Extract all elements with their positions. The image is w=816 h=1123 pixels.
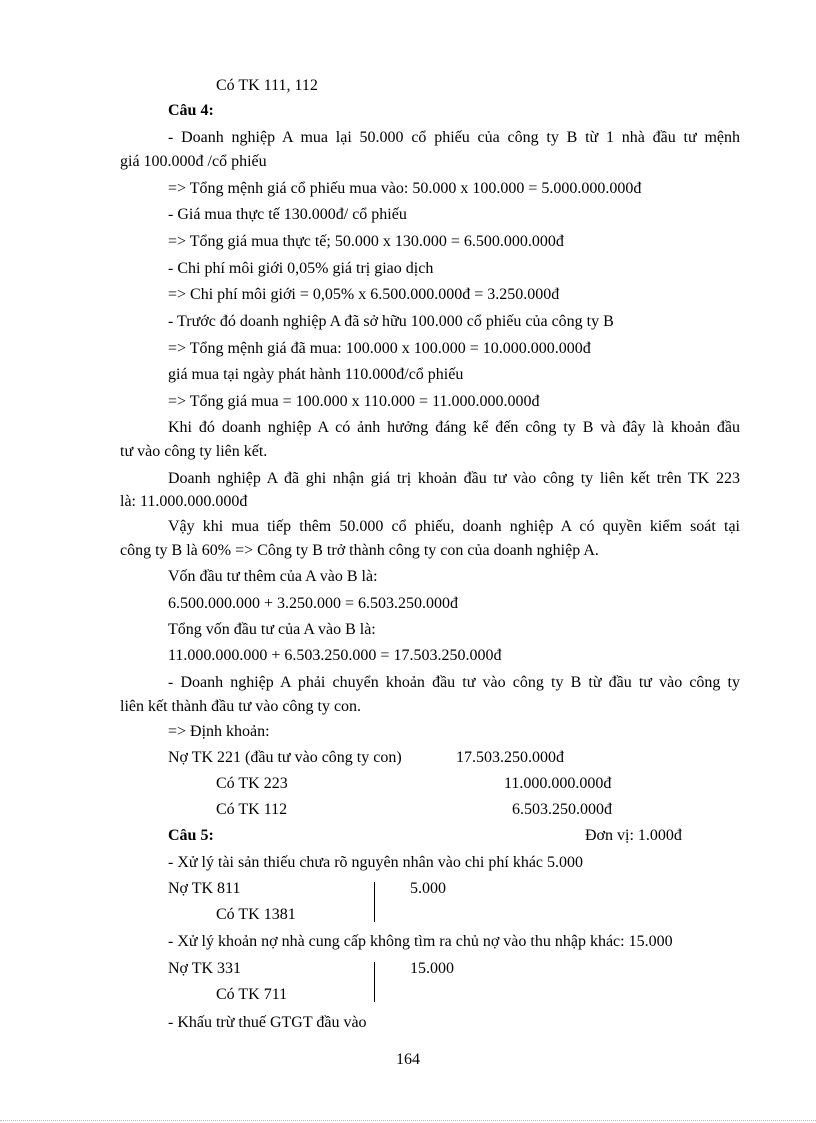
para-line: giá mua tại ngày phát hành 110.000đ/cổ phiếu [168, 366, 464, 383]
para-line: Doanh nghiệp A đã ghi nhận giá trị khoản đầu tư vào công ty liên kết trên TK 223 [168, 470, 740, 487]
unit-label: Đơn vị: 1.000đ [585, 827, 682, 844]
credit-account-112: Có TK 112 [216, 801, 288, 818]
para-line: - Chi phí môi giới 0,05% giá trị giao dịch [168, 260, 434, 277]
para-line: liên kết thành đầu tư vào công ty con. [120, 698, 362, 715]
para-line: Vậy khi mua tiếp thêm 50.000 cổ phiếu, doanh nghiệp A có quyền kiểm soát tại [168, 518, 740, 535]
para-line: => Chi phí môi giới = 0,05% x 6.500.000.000đ = 3.250.000đ [168, 286, 560, 303]
para-line: tư vào công ty liên kết. [120, 443, 268, 460]
debit-account-331: Nợ TK 331 [168, 960, 242, 977]
para-line: - Giá mua thực tế 130.000đ/ cổ phiếu [168, 206, 407, 223]
para-line: Khi đó doanh nghiệp A có ảnh hưởng đáng kể đến công ty B và đây là khoản đầu [168, 419, 740, 436]
amount-debit-811: 5.000 [410, 880, 446, 897]
para-line: - Khấu trừ thuế GTGT đầu vào [168, 1014, 367, 1031]
para-line: => Tổng giá mua = 100.000 x 110.000 = 11.000.000.000đ [168, 393, 540, 410]
para-line: Vốn đầu tư thêm của A vào B là: [168, 568, 378, 585]
amount-debit-221: 17.503.250.000đ [456, 749, 564, 766]
credit-account-1381: Có TK 1381 [216, 906, 296, 923]
entry-divider [374, 882, 375, 922]
debit-account-221: Nợ TK 221 (đầu tư vào công ty con) [168, 749, 402, 766]
para-line: 11.000.000.000 + 6.503.250.000 = 17.503.250.000đ [168, 647, 502, 664]
para-line: công ty B là 60% => Công ty B trở thành công ty con của doanh nghiệp A. [120, 542, 599, 559]
debit-account-811: Nợ TK 811 [168, 880, 241, 897]
heading-cau-5: Câu 5: [168, 827, 214, 844]
para-line: => Tổng mệnh giá cổ phiếu mua vào: 50.000 x 100.000 = 5.000.000.000đ [168, 180, 642, 197]
para-line: - Xử lý khoản nợ nhà cung cấp không tìm ra chủ nợ vào thu nhập khác: 15.000 [168, 933, 673, 950]
para-line: là: 11.000.000.000đ [120, 493, 248, 510]
para-line: - Doanh nghiệp A mua lại 50.000 cổ phiếu của công ty B từ 1 nhà đầu tư mệnh [168, 129, 740, 146]
credit-account-711: Có TK 711 [216, 986, 288, 1003]
line-co-tk-111-112: Có TK 111, 112 [216, 77, 318, 94]
heading-cau-4: Câu 4: [168, 102, 214, 119]
amount-credit-112: 6.503.250.000đ [512, 801, 612, 818]
para-line: => Tổng mệnh giá đã mua: 100.000 x 100.000 = 10.000.000.000đ [168, 340, 591, 357]
para-line: 6.500.000.000 + 3.250.000 = 6.503.250.000đ [168, 595, 459, 612]
para-line: => Định khoản: [168, 723, 270, 740]
para-line: - Doanh nghiệp A phải chuyển khoản đầu tư vào công ty B từ đầu tư vào công ty [168, 674, 740, 691]
entry-divider [374, 962, 375, 1002]
amount-credit-223: 11.000.000.000đ [504, 775, 612, 792]
para-line: giá 100.000đ /cổ phiếu [120, 153, 267, 170]
credit-account-223: Có TK 223 [216, 775, 288, 792]
page-number: 164 [396, 1051, 420, 1068]
para-line: - Trước đó doanh nghiệp A đã sở hữu 100.000 cổ phiếu của công ty B [168, 313, 614, 330]
para-line: => Tổng giá mua thực tế; 50.000 x 130.000 = 6.500.000.000đ [168, 233, 564, 250]
para-line: - Xử lý tài sản thiếu chưa rõ nguyên nhân vào chi phí khác 5.000 [168, 854, 584, 871]
page-bottom-divider [0, 1120, 816, 1121]
amount-debit-331: 15.000 [410, 960, 454, 977]
para-line: Tổng vốn đầu tư của A vào B là: [168, 621, 376, 638]
